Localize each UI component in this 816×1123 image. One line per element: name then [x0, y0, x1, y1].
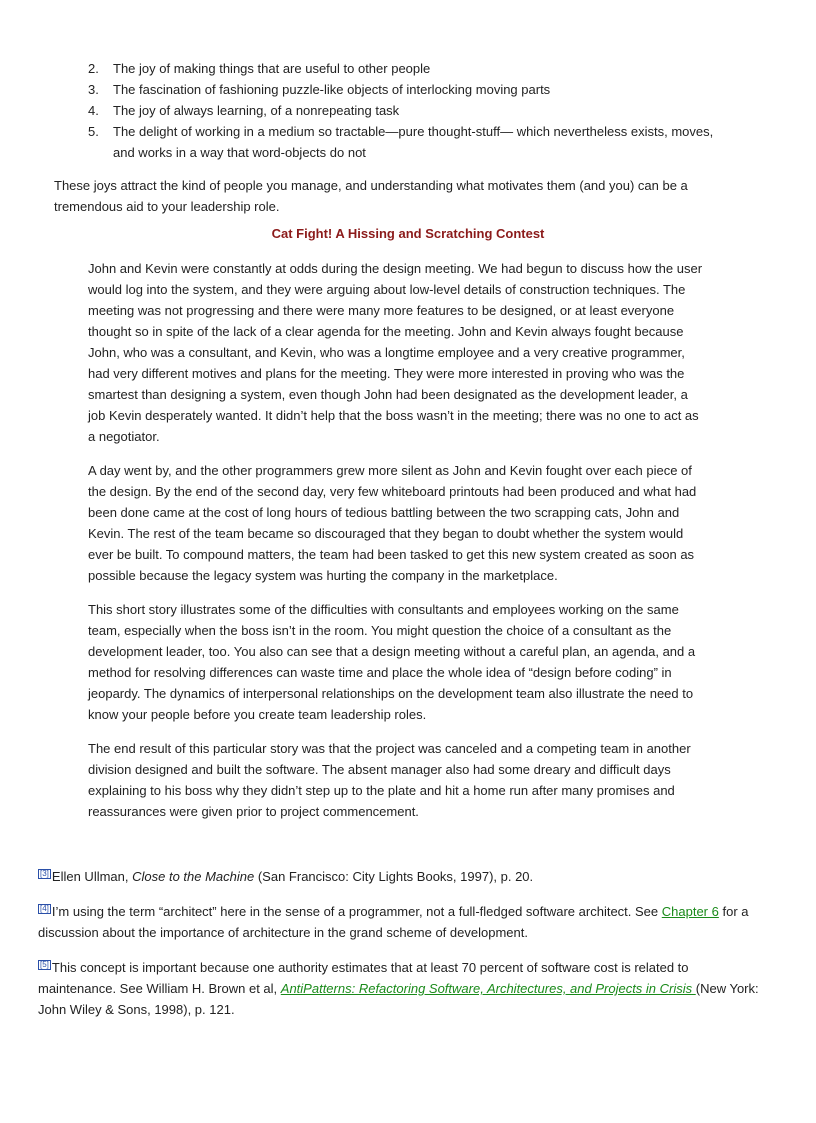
chapter-6-link[interactable]: Chapter 6	[661, 904, 719, 919]
list-number: 4.	[88, 103, 99, 118]
sidebar-heading: Cat Fight! A Hissing and Scratching Contest	[271, 226, 545, 241]
footnote-4	[38, 901, 768, 943]
footnote-5-marker-link[interactable]: [5]	[40, 960, 49, 969]
antipatterns-book-link[interactable]: AntiPatterns: Refactoring Software, Architectures, and Projects in Crisis	[280, 981, 696, 996]
footnote-3-book-title: Close to the Machine	[132, 869, 255, 884]
footnote-5-citation: (New York: John Wiley & Sons, 1998), p. 121.	[38, 981, 759, 1017]
footnote-5-text: This concept is important because one authority estimates that at least 70 percent of software cost is related to maintenance. See William H. Brown et al,	[38, 960, 689, 996]
list-text: The joy of always learning, of a nonrepeating task	[113, 103, 400, 118]
intro-paragraph: These joys attract the kind of people you manage, and understanding what motivates them (and you) can be a tremendous aid to your leadership role.	[54, 178, 688, 214]
list-number: 2.	[88, 61, 99, 76]
footnotes	[38, 866, 768, 1034]
list-number: 5.	[88, 124, 99, 139]
numbered-list	[88, 58, 728, 163]
list-text: The delight of working in a medium so tractable—pure thought-stuff— which nevertheless exists, moves, and works in a way that word-objects do not	[113, 124, 714, 160]
footnote-5	[38, 957, 768, 1020]
list-number: 3.	[88, 82, 99, 97]
footnote-3-text: Ellen Ullman,	[51, 869, 133, 884]
list-item	[88, 100, 728, 121]
sidebar-paragraph: The end result of this particular story was that the project was canceled and a competing team in another division designed and built the software. The absent manager also had some dreary and difficult days explaining to his boss why they didn’t step up to the plate and hit a home run after many promises and reassurances were given prior to project commencement.	[88, 741, 691, 819]
footnote-3	[38, 866, 768, 887]
footnote-4-text: I’m using the term “architect” here in the sense of a programmer, not a full-fledged software architect. See	[51, 904, 662, 919]
footnote-4-text-end: for a discussion about the importance of architecture in the grand scheme of development.	[38, 904, 749, 940]
sidebar-story	[88, 258, 708, 835]
footnote-3-marker-link[interactable]: [3]	[40, 869, 49, 878]
sidebar-paragraph: John and Kevin were constantly at odds during the design meeting. We had begun to discuss how the user would log into the system, and they were arguing about low-level details of construction techniques. The meeting was not progressing and there were many more features to be designed, or at least everyone thought so in spite of the lack of a clear agenda for the meeting. John and Kevin always fought because John, who was a consultant, and Kevin, who was a longtime employee and a very creative programmer, had very different motives and plans for the meeting. They were more interested in proving who was the smartest than designing a system, even though John had been designated as the development leader, a job Kevin desperately wanted. It didn’t help that the boss wasn’t in the meeting; there was no one to act as a negotiator.	[88, 261, 703, 444]
sidebar-paragraph: This short story illustrates some of the difficulties with consultants and employees working on the same team, especially when the boss isn’t in the room. You might question the choice of a consultant as the development leader, too. You also can see that a design meeting without a careful plan, an agenda, and a method for resolving differences can waste time and place the whole idea of “design before coding” in jeopardy. The dynamics of interpersonal relationships on the development team also illustrate the need to know your people before you create team leadership roles.	[88, 602, 696, 722]
sidebar-paragraph: A day went by, and the other programmers grew more silent as John and Kevin fought over each piece of the design. By the end of the second day, very few whiteboard printouts had been produced and what had been done came at the cost of long hours of tedious battling between the two scrapping cats, John and Kevin. The rest of the team became so discouraged that they began to doubt whether the system would ever be built. To compound matters, the team had been tasked to get this new system created as soon as possible because the legacy system was hurting the company in the marketplace.	[88, 463, 697, 583]
list-item	[88, 58, 728, 79]
list-text: The joy of making things that are useful to other people	[113, 61, 431, 76]
footnote-4-marker-link[interactable]: [4]	[40, 904, 49, 913]
footnote-3-citation: (San Francisco: City Lights Books, 1997), p. 20.	[254, 869, 534, 884]
list-item	[88, 79, 728, 100]
list-item	[88, 121, 728, 163]
list-text: The fascination of fashioning puzzle-like objects of interlocking moving parts	[113, 82, 551, 97]
